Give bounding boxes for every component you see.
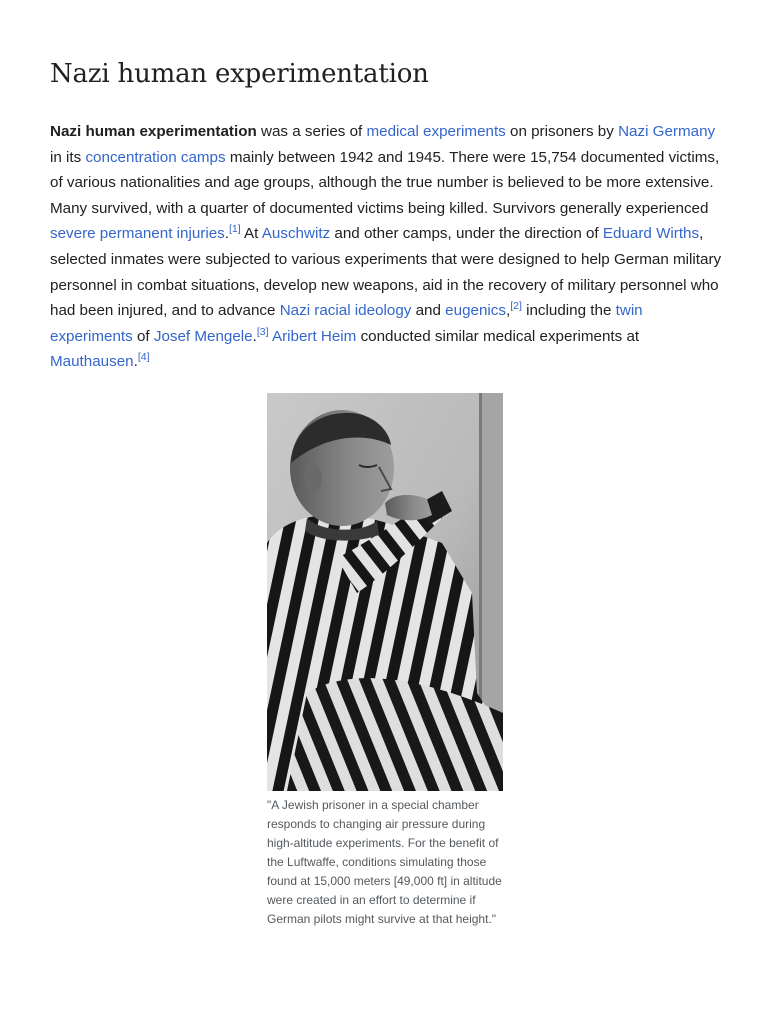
- link-nazi-racial-ideology[interactable]: Nazi racial ideology: [279, 302, 412, 320]
- lead-text: .: [252, 327, 257, 345]
- link-aribert-heim[interactable]: Aribert Heim: [271, 327, 357, 345]
- link-eugenics[interactable]: eugenics: [445, 302, 506, 320]
- prisoner-photo[interactable]: [267, 393, 503, 791]
- link-medical-experiments[interactable]: medical experiments: [366, 123, 506, 140]
- reference-link[interactable]: [4]: [137, 351, 150, 364]
- lead-text: in its: [50, 148, 86, 166]
- lead-text: .: [224, 225, 229, 243]
- lead-text: was a series of: [256, 123, 367, 140]
- reference-link[interactable]: [1]: [228, 223, 241, 236]
- lead-text: At: [240, 225, 262, 243]
- lead-text: and: [411, 302, 446, 320]
- reference-4[interactable]: [138, 351, 150, 363]
- figure: [267, 393, 503, 929]
- link-auschwitz[interactable]: Auschwitz: [261, 225, 331, 243]
- link-mauthausen[interactable]: Mauthausen: [50, 353, 134, 371]
- page-title: Nazi human experimentation: [50, 59, 429, 89]
- lead-text: conducted similar medical experiments at: [356, 327, 640, 345]
- lead-text: , selected inmates were subjected to various experiments that were designed to help German military personnel in combat situations, develop new weapons, aid in the recovery of military personnel who had been injured, and to advance: [50, 225, 722, 320]
- figure-caption: "A Jewish prisoner in a special chamber responds to changing air pressure during high-altitude experiments. For the benefit of the Luftwaffe, conditions simulating those found at 15,000 meters [49,000 ft] in altitude were created in an effort to determine if German pilots might survive at that height.": [267, 798, 502, 926]
- link-josef-mengele[interactable]: Josef Mengele: [153, 327, 253, 345]
- reference-1[interactable]: [229, 223, 241, 235]
- link-severe-permanent-injuries[interactable]: severe permanent injuries: [50, 225, 225, 243]
- lead-text: of: [132, 327, 154, 345]
- lead-text: including the: [521, 302, 616, 320]
- lead-paragraph: [50, 119, 722, 375]
- lead-text: mainly between 1942 and 1945. There were 15,754 documented victims, of various nationalities and age groups, although the true number is believed to be more extensive. Many survived, with a quarter of documented victims being killed. Survivors generally experienced: [50, 148, 720, 217]
- link-concentration-camps[interactable]: concentration camps: [85, 148, 226, 166]
- link-eduard-wirths[interactable]: Eduard Wirths: [602, 225, 700, 243]
- reference-link[interactable]: [2]: [510, 300, 522, 313]
- reference-link[interactable]: [3]: [256, 325, 269, 338]
- link-nazi-germany[interactable]: Nazi Germany: [618, 123, 716, 140]
- reference-3[interactable]: [257, 326, 269, 338]
- link-twin-experiments[interactable]: twin experiments: [50, 302, 643, 345]
- lead-text: on prisoners by: [505, 123, 619, 140]
- bold-term: Nazi human experimentation: [50, 123, 257, 140]
- lead-text: ,: [505, 302, 511, 320]
- lead-text: .: [133, 353, 138, 371]
- lead-text: and other camps, under the direction of: [330, 225, 603, 243]
- reference-2[interactable]: [510, 300, 522, 312]
